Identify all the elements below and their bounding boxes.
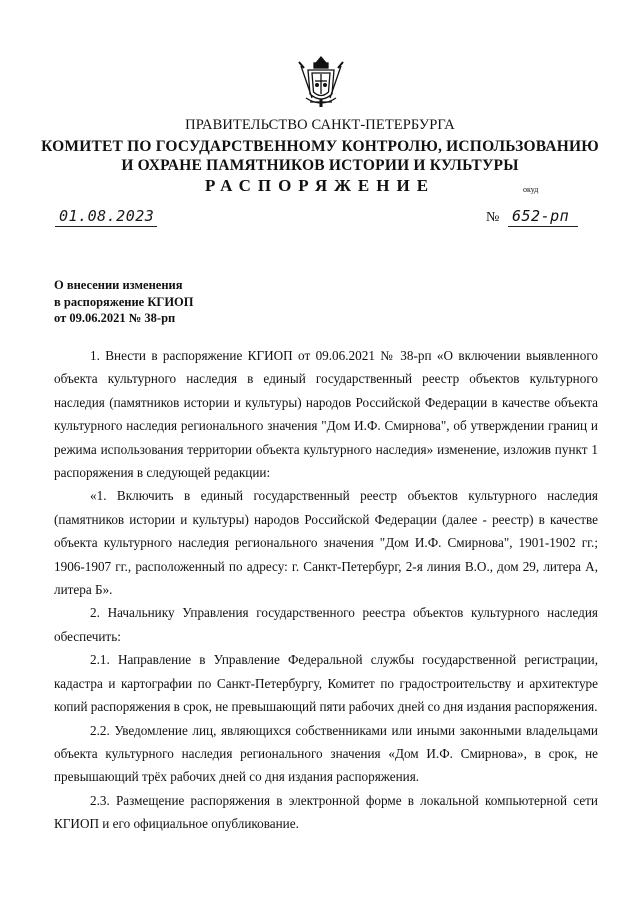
number-value: 652-рп [508,207,578,227]
paragraph-1-quote: «1. Включить в единый государственный реестр объектов культурного наследия (памятников истории и культуры) народов Российской Федерации (далее - реестр) в качестве объекта культурного наследия регионального значения "Дом И.Ф. Смирнова", 1901-1902 гг.; 1906-1907 гг., расположенный по адресу: г. Санкт-Петербург, 2-я линия В.О., дом 29, литера А, литера Б». [54,488,598,598]
document-body [54,344,598,836]
coat-of-arms-icon [296,54,346,110]
number-sign: № [486,210,500,225]
paragraph-2-2: 2.2. Уведомление лиц, являющихся собственниками или иными законными владельцами объекта культурного наследия регионального значения «Дом И.Ф. Смирнова», в срок, не превышающий трёх рабочих дней со дня издания распоряжения. [54,722,598,785]
subject-line: в распоряжение КГИОП [54,294,194,309]
document-type: РАСПОРЯЖЕНИЕ [204,176,436,195]
paragraph-1: 1. Внести в распоряжение КГИОП от 09.06.2021 № 38-рп «О включении выявленного объекта культурного наследия в единый государственный реестр объектов культурного наследия (памятников истории и культуры) народов Российской Федерации в качестве объекта культурного наследия регионального значения "Дом И.Ф. Смирнова", об утверждении границ и режима использования территории объекта культурного наследия» изменение, изложив пункт 1 распоряжения в следующей редакции: [54,348,598,481]
okud-label: окуд [523,185,539,194]
committee-name-line-1: КОМИТЕТ ПО ГОСУДАРСТВЕННОМУ КОНТРОЛЮ, ИСПОЛЬЗОВАНИЮ [41,138,599,155]
document-number [486,207,578,227]
committee-name-line-2: И ОХРАНЕ ПАМЯТНИКОВ ИСТОРИИ И КУЛЬТУРЫ [121,157,519,174]
document-date: 01.08.2023 [55,207,157,227]
subject-line: О внесении изменения [54,278,183,292]
government-name: ПРАВИТЕЛЬСТВО САНКТ-ПЕТЕРБУРГА [185,117,455,133]
paragraph-2: 2. Начальнику Управления государственного реестра объектов культурного наследия обеспечить: [54,605,598,644]
paragraph-2-3: 2.3. Размещение распоряжения в электронной форме в локальной компьютерной сети КГИОП и его официальное опубликование. [54,792,598,832]
paragraph-2-1: 2.1. Направление в Управление Федеральной службы государственной регистрации, кадастра и картографии по Санкт-Петербургу, Комитет по градостроительству и архитектуре копий распоряжения в срок, не превышающий пяти рабочих дней со дня издания распоряжения. [54,652,598,715]
document-subject [54,277,194,327]
subject-line: от 09.06.2021 № 38-рп [54,311,176,325]
